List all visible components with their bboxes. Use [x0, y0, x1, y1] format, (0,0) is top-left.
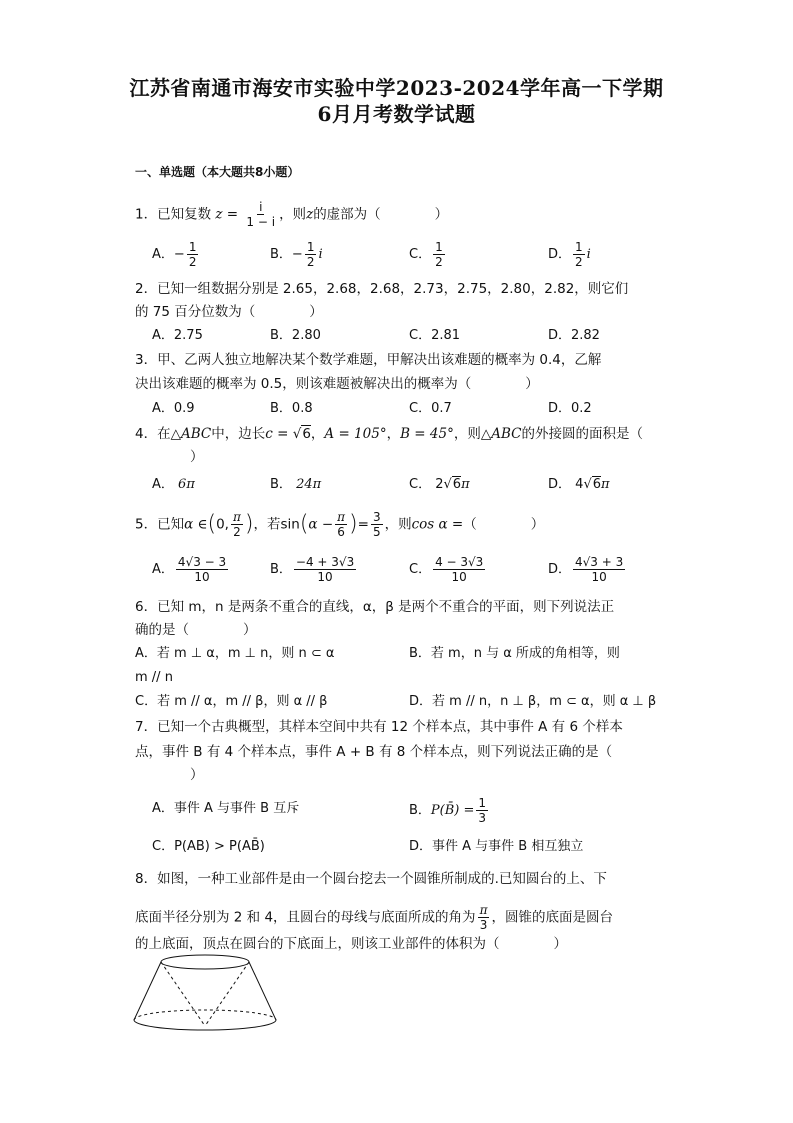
question-1-option-b[interactable]: B．− $\frac{1}{2}$ i	[270, 240, 323, 269]
question-7-option-a[interactable]: A．事件 A 与事件 B 互斥	[152, 801, 300, 816]
question-6-stem-line2: 确的是（ ）	[135, 622, 257, 638]
fraction: $\frac{i}{1 - i}$	[246, 200, 276, 229]
question-6-option-c[interactable]: C．若 m // α，m // β，则 α // β	[135, 694, 328, 709]
question-3-stem-line1: 3．甲、乙两人独立地解决某个数学难题，甲解决出该难题的概率为 0.4，乙解	[135, 352, 602, 368]
question-3-option-b[interactable]: B．0.8	[270, 401, 313, 416]
question-1-stem: 1．已知复数 z = $\frac{i}{1 - i}$ ，则z的虚部为（ ）	[135, 200, 449, 229]
section-heading: 一、单选题（本大题共8小题）	[135, 165, 300, 179]
question-8-stem-line2: 底面半径分别为 2 和 4，且圆台的母线与底面所成的角为 $\frac{\pi}{3}$ ，圆锥的底面是圆台	[135, 903, 613, 932]
question-7-option-b[interactable]: B．P(B̄) = $\frac{1}{3}$	[409, 796, 487, 825]
question-5-option-c[interactable]: C． $\frac{4 - 3√3}{10}$	[409, 555, 484, 584]
question-5-option-a[interactable]: A． $\frac{4√3 - 3}{10}$	[152, 555, 227, 584]
question-7-stem-line1: 7．已知一个古典概型，其样本空间中共有 12 个样本点，其中事件 A 有 6 个样本	[135, 719, 623, 735]
question-2-stem-line1: 2．已知一组数据分别是 2.65，2.68，2.68，2.73，2.75，2.80，2.82，则它们	[135, 281, 629, 297]
frustum-cone-figure	[130, 950, 280, 1035]
question-4-option-a[interactable]: A． 6π	[152, 477, 195, 492]
question-4-option-b[interactable]: B． 24π	[270, 477, 322, 492]
page-subtitle: 6月月考数学试题	[317, 102, 476, 126]
question-6-option-b[interactable]: B．若 m，n 与 α 所成的角相等，则	[409, 646, 620, 661]
question-6-option-d[interactable]: D．若 m // n，n ⊥ β，m ⊂ α，则 α ⊥ β	[409, 694, 657, 709]
page-title: 江苏省南通市海安市实验中学2023-2024学年高一下学期	[129, 76, 664, 100]
question-7-stem-line2: 点，事件 B 有 4 个样本点，事件 A + B 有 8 个样本点，则下列说法正确的是（	[135, 744, 613, 760]
question-5-stem: 5．已知α ∈(0, $\frac{\pi}{2}$ )，若sin(α − $\frac{\pi}{6}$ )= $\frac{3}{5}$ ，则cos α =（ ）	[135, 510, 545, 539]
question-1-option-c[interactable]: C． $\frac{1}{2}$	[409, 240, 443, 269]
question-2-option-a[interactable]: A．2.75	[152, 328, 203, 343]
question-4-option-c[interactable]: C． 2√6π	[409, 477, 470, 492]
question-4-option-d[interactable]: D． 4√6π	[548, 477, 610, 492]
question-3-option-c[interactable]: C．0.7	[409, 401, 452, 416]
question-7-option-c[interactable]: C．P(AB) > P(AB̄)	[152, 839, 265, 854]
question-6-option-b-cont: m // n	[135, 670, 173, 685]
question-3-option-d[interactable]: D．0.2	[548, 401, 592, 416]
question-2-option-b[interactable]: B．2.80	[270, 328, 321, 343]
question-6-stem-line1: 6．已知 m，n 是两条不重合的直线，α，β 是两个不重合的平面，则下列说法正	[135, 599, 615, 615]
question-2-option-d[interactable]: D．2.82	[548, 328, 600, 343]
question-2-option-c[interactable]: C．2.81	[409, 328, 461, 343]
question-5-option-b[interactable]: B． $\frac{-4 + 3√3}{10}$	[270, 555, 355, 584]
question-5-option-d[interactable]: D． $\frac{4√3 + 3}{10}$	[548, 555, 624, 584]
question-4-stem-line2: ）	[190, 449, 204, 465]
question-6-option-a[interactable]: A．若 m ⊥ α，m ⊥ n，则 n ⊂ α	[135, 646, 335, 661]
question-7-stem-line3: ）	[190, 767, 204, 783]
question-2-stem-line2: 的 75 百分位数为（ ）	[135, 304, 323, 320]
question-4-stem-line1: 4．在△ABC中，边长c = √6，A = 105°，B = 45°，则△ABC的外接圆的面积是（	[135, 426, 643, 442]
question-8-stem-line1: 8．如图，一种工业部件是由一个圆台挖去一个圆锥所制成的.已知圆台的上、下	[135, 871, 607, 887]
question-1-option-a[interactable]: A．− $\frac{1}{2}$	[152, 240, 197, 269]
question-3-stem-line2: 决出该难题的概率为 0.5，则该难题被解决出的概率为（ ）	[135, 376, 539, 392]
question-3-option-a[interactable]: A．0.9	[152, 401, 195, 416]
question-7-option-d[interactable]: D．事件 A 与事件 B 相互独立	[409, 839, 584, 854]
question-8-stem-line3: 的上底面，顶点在圆台的下底面上，则该工业部件的体积为（ ）	[135, 936, 567, 952]
question-1-option-d[interactable]: D． $\frac{1}{2}$ i	[548, 240, 591, 269]
